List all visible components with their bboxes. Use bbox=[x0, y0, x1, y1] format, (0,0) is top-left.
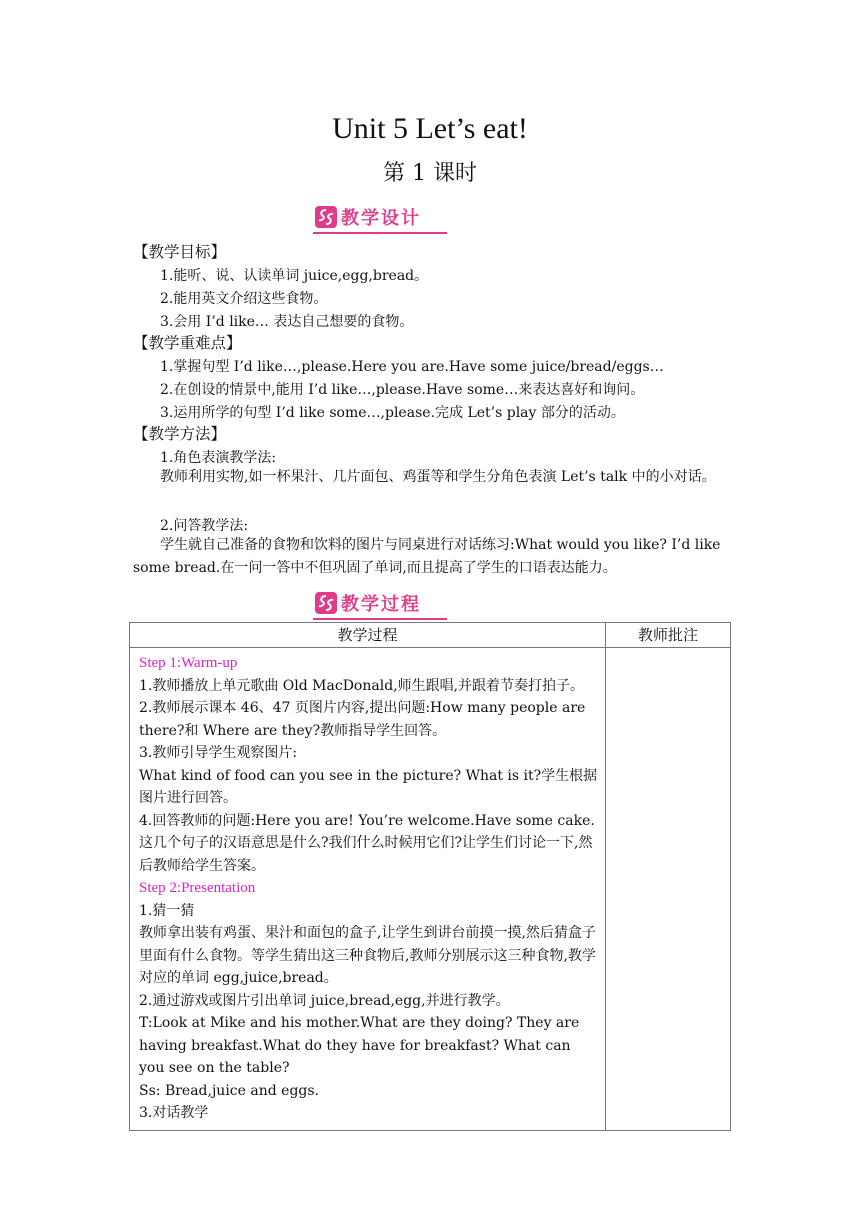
step-title: Step 1:Warm-up bbox=[139, 655, 238, 671]
banner-title: 教学设计 bbox=[341, 208, 421, 229]
methods-heading: 【教学方法】 bbox=[133, 425, 227, 443]
method-title: 1.角色表演教学法: bbox=[160, 450, 277, 466]
swirl-logo-icon bbox=[315, 592, 337, 614]
goal-item: 2.能用英文介绍这些食物。 bbox=[160, 291, 328, 307]
step-line: 2.教师展示课本 46、47 页图片内容,提出问题:How many people are there?和 Where are they?教师指导学生回答。 bbox=[139, 700, 586, 739]
section-banner-process bbox=[313, 592, 447, 620]
process-cell bbox=[130, 648, 606, 1131]
step-line: 4.回答教师的问题:Here you are! You’re welcome.Have some cake.这几个句子的汉语意思是什么?我们什么时候用它们?让学生们讨论一下,然后教师给学生答案。 bbox=[139, 812, 595, 874]
section-banner-design bbox=[313, 206, 447, 234]
step-line: What kind of food can you see in the picture? What is it?学生根据图片进行回答。 bbox=[139, 767, 598, 806]
step-line: 3.对话教学 bbox=[139, 1105, 209, 1121]
key-point-item: 1.掌握句型 I’d like…,please.Here you are.Have some juice/bread/eggs… bbox=[160, 359, 664, 375]
step-line: 1.猜一猜 bbox=[139, 902, 195, 919]
goal-item: 1.能听、说、认读单词 juice,egg,bread。 bbox=[160, 268, 429, 284]
teaching-process-table bbox=[129, 622, 731, 1131]
method-title: 2.问答教学法: bbox=[160, 518, 249, 534]
key-point-item: 3.运用所学的句型 I’d like some…,please.完成 Let’s play 部分的活动。 bbox=[160, 405, 625, 421]
column-header-notes: 教师批注 bbox=[606, 623, 731, 648]
goals-heading: 【教学目标】 bbox=[133, 243, 227, 261]
goal-item: 3.会用 I’d like… 表达自己想要的食物。 bbox=[160, 314, 414, 330]
step-line: 3.教师引导学生观察图片: bbox=[139, 745, 298, 761]
key-point-item: 2.在创设的情景中,能用 I’d like…,please.Have some…来表达喜好和询问。 bbox=[160, 382, 645, 398]
lesson-subtitle: 第 1 课时 bbox=[383, 161, 477, 186]
key-points-heading: 【教学重难点】 bbox=[133, 334, 242, 352]
step-line: T:Look at Mike and his mother.What are they doing? They are having breakfast.What do they have for breakfast? What can you see on the table? bbox=[139, 1015, 580, 1076]
method-description: 学生就自己准备的食物和饮料的图片与同桌进行对话练习:What would you like? I’d like some bread.在一问一答中不但巩固了单词,而且提高了学生的口语表达能力。 bbox=[133, 537, 721, 576]
column-header-process: 教学过程 bbox=[130, 623, 606, 648]
page-title: Unit 5 Let’s eat! bbox=[332, 112, 528, 145]
banner-title: 教学过程 bbox=[341, 594, 421, 615]
step-line: 教师拿出装有鸡蛋、果汁和面包的盒子,让学生到讲台前摸一摸,然后猜盒子里面有什么食物。等学生猜出这三种食物后,教师分别展示这三种食物,教学对应的单词 egg,juice,bread。 bbox=[139, 925, 596, 986]
step-line: Ss: Bread,juice and eggs. bbox=[139, 1082, 319, 1099]
step-line: 1.教师播放上单元歌曲 Old MacDonald,师生跟唱,并跟着节奏打拍子。 bbox=[139, 677, 585, 694]
swirl-logo-icon bbox=[315, 206, 337, 228]
method-description: 教师利用实物,如一杯果汁、几片面包、鸡蛋等和学生分角色表演 Let’s talk 中的小对话。 bbox=[160, 469, 716, 485]
step-title: Step 2:Presentation bbox=[139, 880, 256, 896]
step-line: 2.通过游戏或图片引出单词 juice,bread,egg,并进行教学。 bbox=[139, 992, 510, 1009]
notes-cell bbox=[606, 648, 731, 1131]
